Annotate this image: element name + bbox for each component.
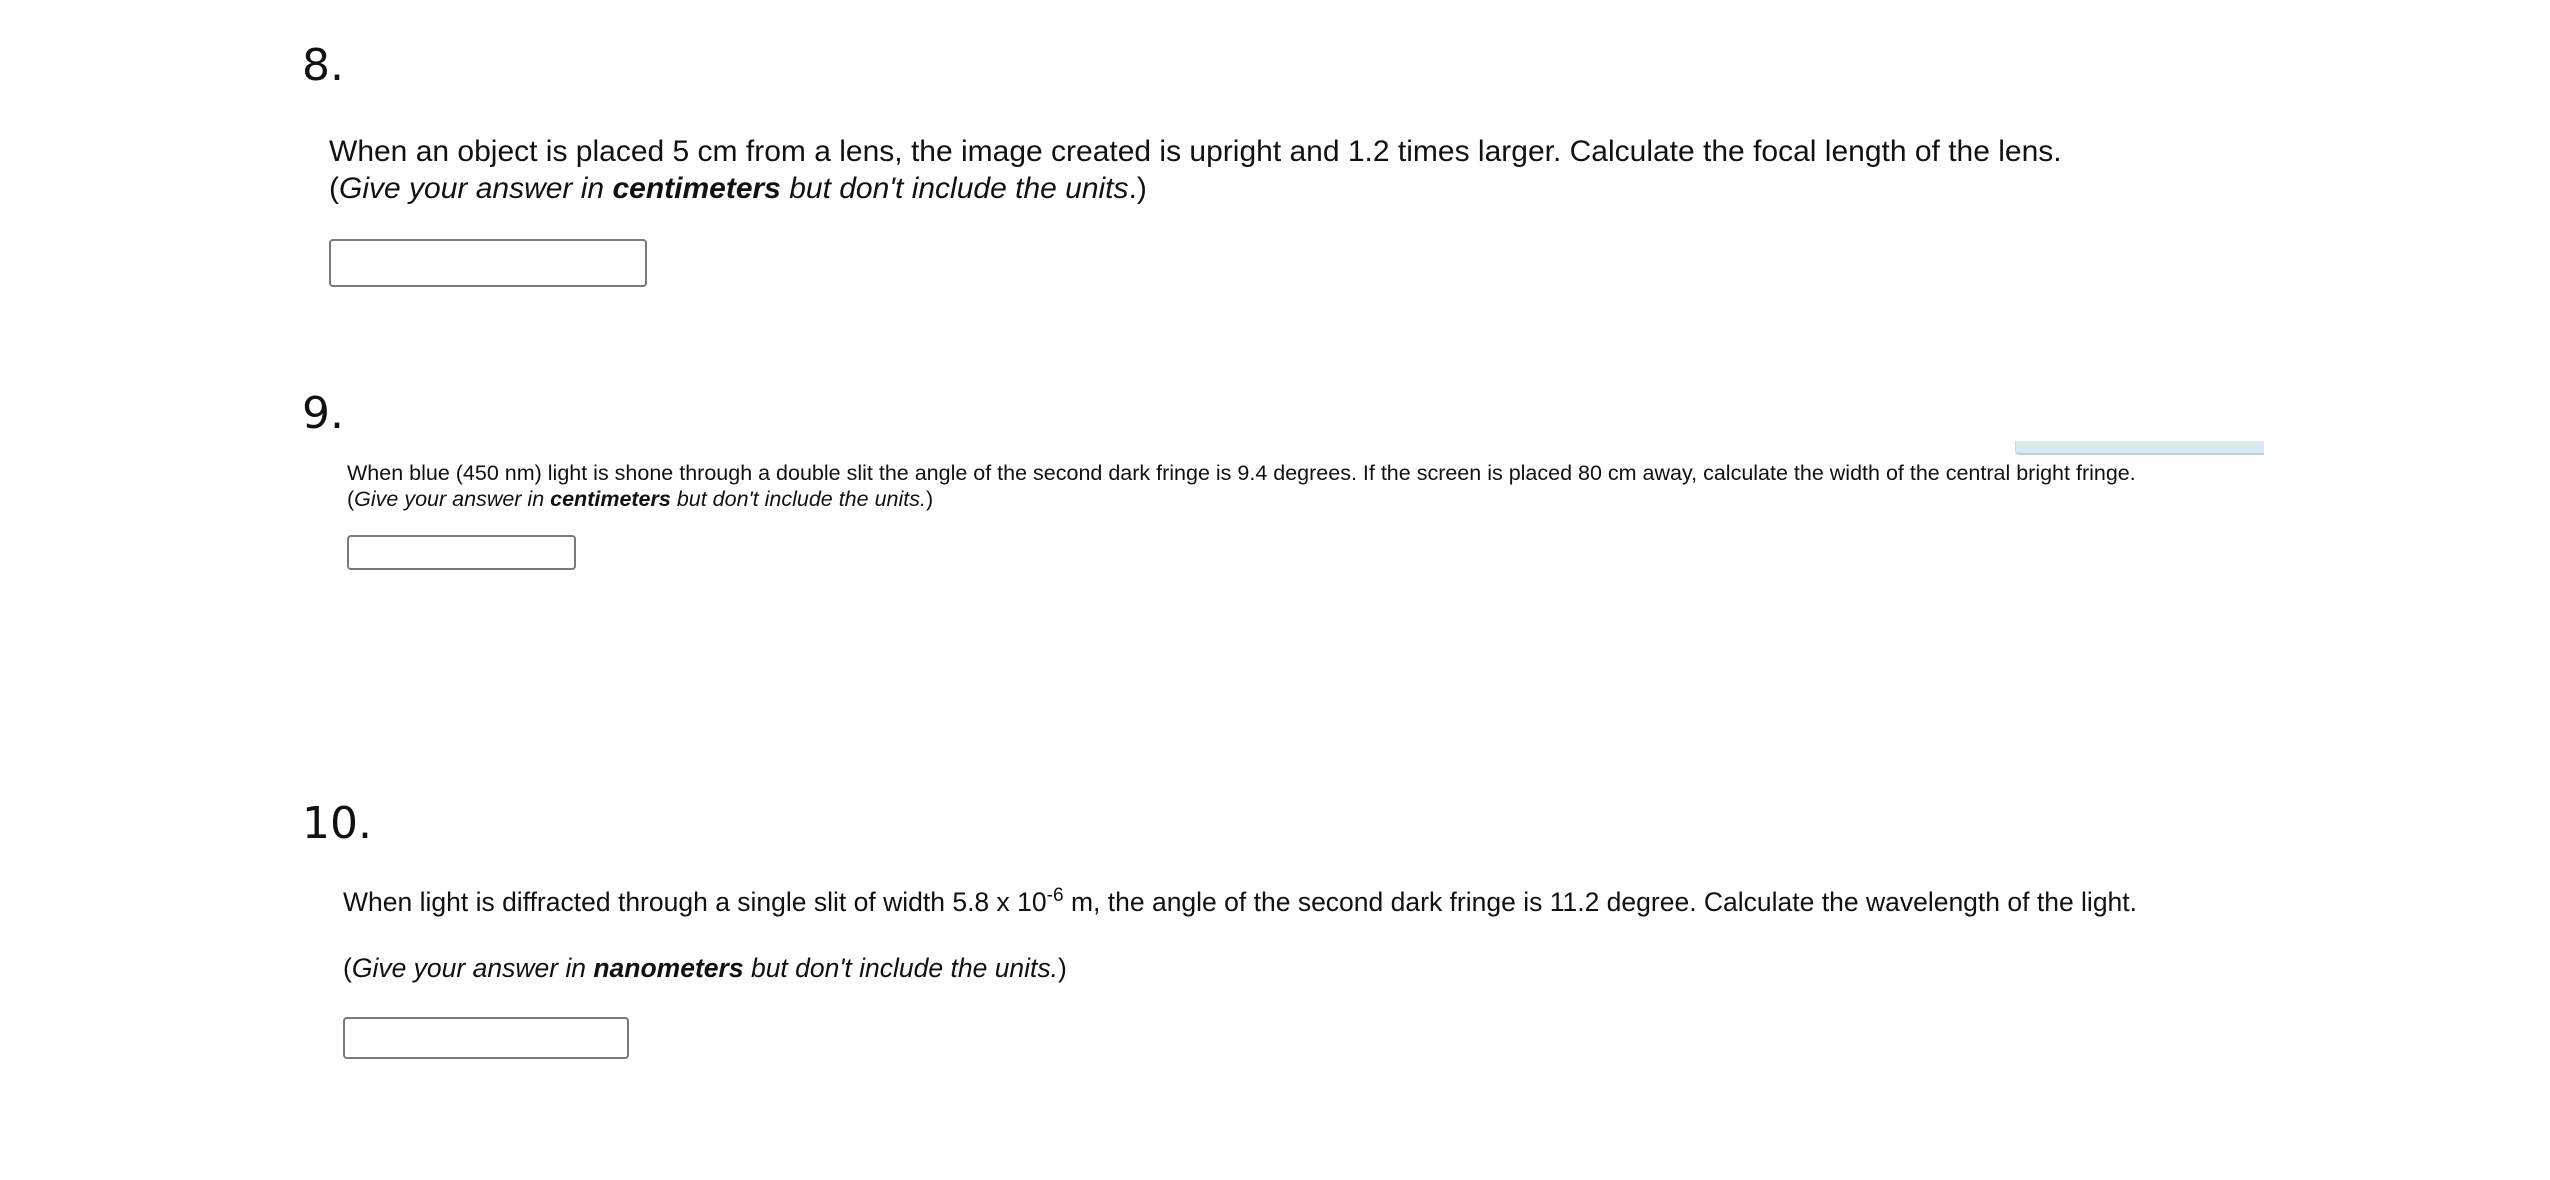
answer-input-9[interactable]: [347, 535, 576, 570]
hint-italic-tail: but don't include the units.: [670, 487, 926, 511]
hint-italic-tail: but don't include the units: [780, 172, 1129, 205]
hint-italic-tail: but don't include the units.: [743, 953, 1059, 983]
exponent-superscript: -6: [1046, 885, 1064, 907]
answer-input-10[interactable]: [343, 1017, 629, 1059]
hint-open-paren: (: [329, 172, 339, 205]
hint-open-paren: (: [347, 487, 355, 511]
hint-open-paren: (: [343, 953, 352, 983]
hint-close-paren: ): [1058, 953, 1067, 983]
hint-italic-lead: Give your answer in: [354, 487, 551, 511]
pasted-image-edge: [2015, 441, 2264, 455]
question-10-text-tail: m, the angle of the second dark fringe is 11.2 degree. Calculate the wavelength of the light.: [1063, 887, 2138, 917]
question-10-instruction: [343, 953, 1067, 984]
question-9-instruction: [347, 487, 933, 512]
hint-close-paren: .): [1128, 172, 1147, 205]
hint-unit-bold: nanometers: [593, 953, 744, 983]
answer-input-8[interactable]: [329, 239, 647, 287]
question-8-instruction: [329, 172, 1147, 206]
question-10-text: [343, 887, 2137, 918]
hint-italic-lead: Give your answer in: [351, 953, 594, 983]
question-10-text-lead: When light is diffracted through a single slit of width 5.8 x 10: [343, 887, 1047, 917]
hint-unit-bold: centimeters: [612, 172, 781, 205]
hint-unit-bold: centimeters: [550, 487, 671, 511]
question-number-10: 10.: [302, 798, 372, 849]
question-number-8: 8.: [302, 40, 344, 91]
question-9-text: When blue (450 nm) light is shone through a double slit the angle of the second dark fringe is 9.4 degrees. If the screen is placed 80 cm away, calculate the width of the central bright fringe.: [347, 461, 2136, 485]
question-number-9: 9.: [302, 388, 344, 439]
hint-close-paren: ): [925, 487, 934, 511]
question-8-text: When an object is placed 5 cm from a lens, the image created is upright and 1.2 times larger. Calculate the focal length of the lens.: [329, 135, 2062, 168]
hint-italic-lead: Give your answer in: [339, 172, 613, 205]
